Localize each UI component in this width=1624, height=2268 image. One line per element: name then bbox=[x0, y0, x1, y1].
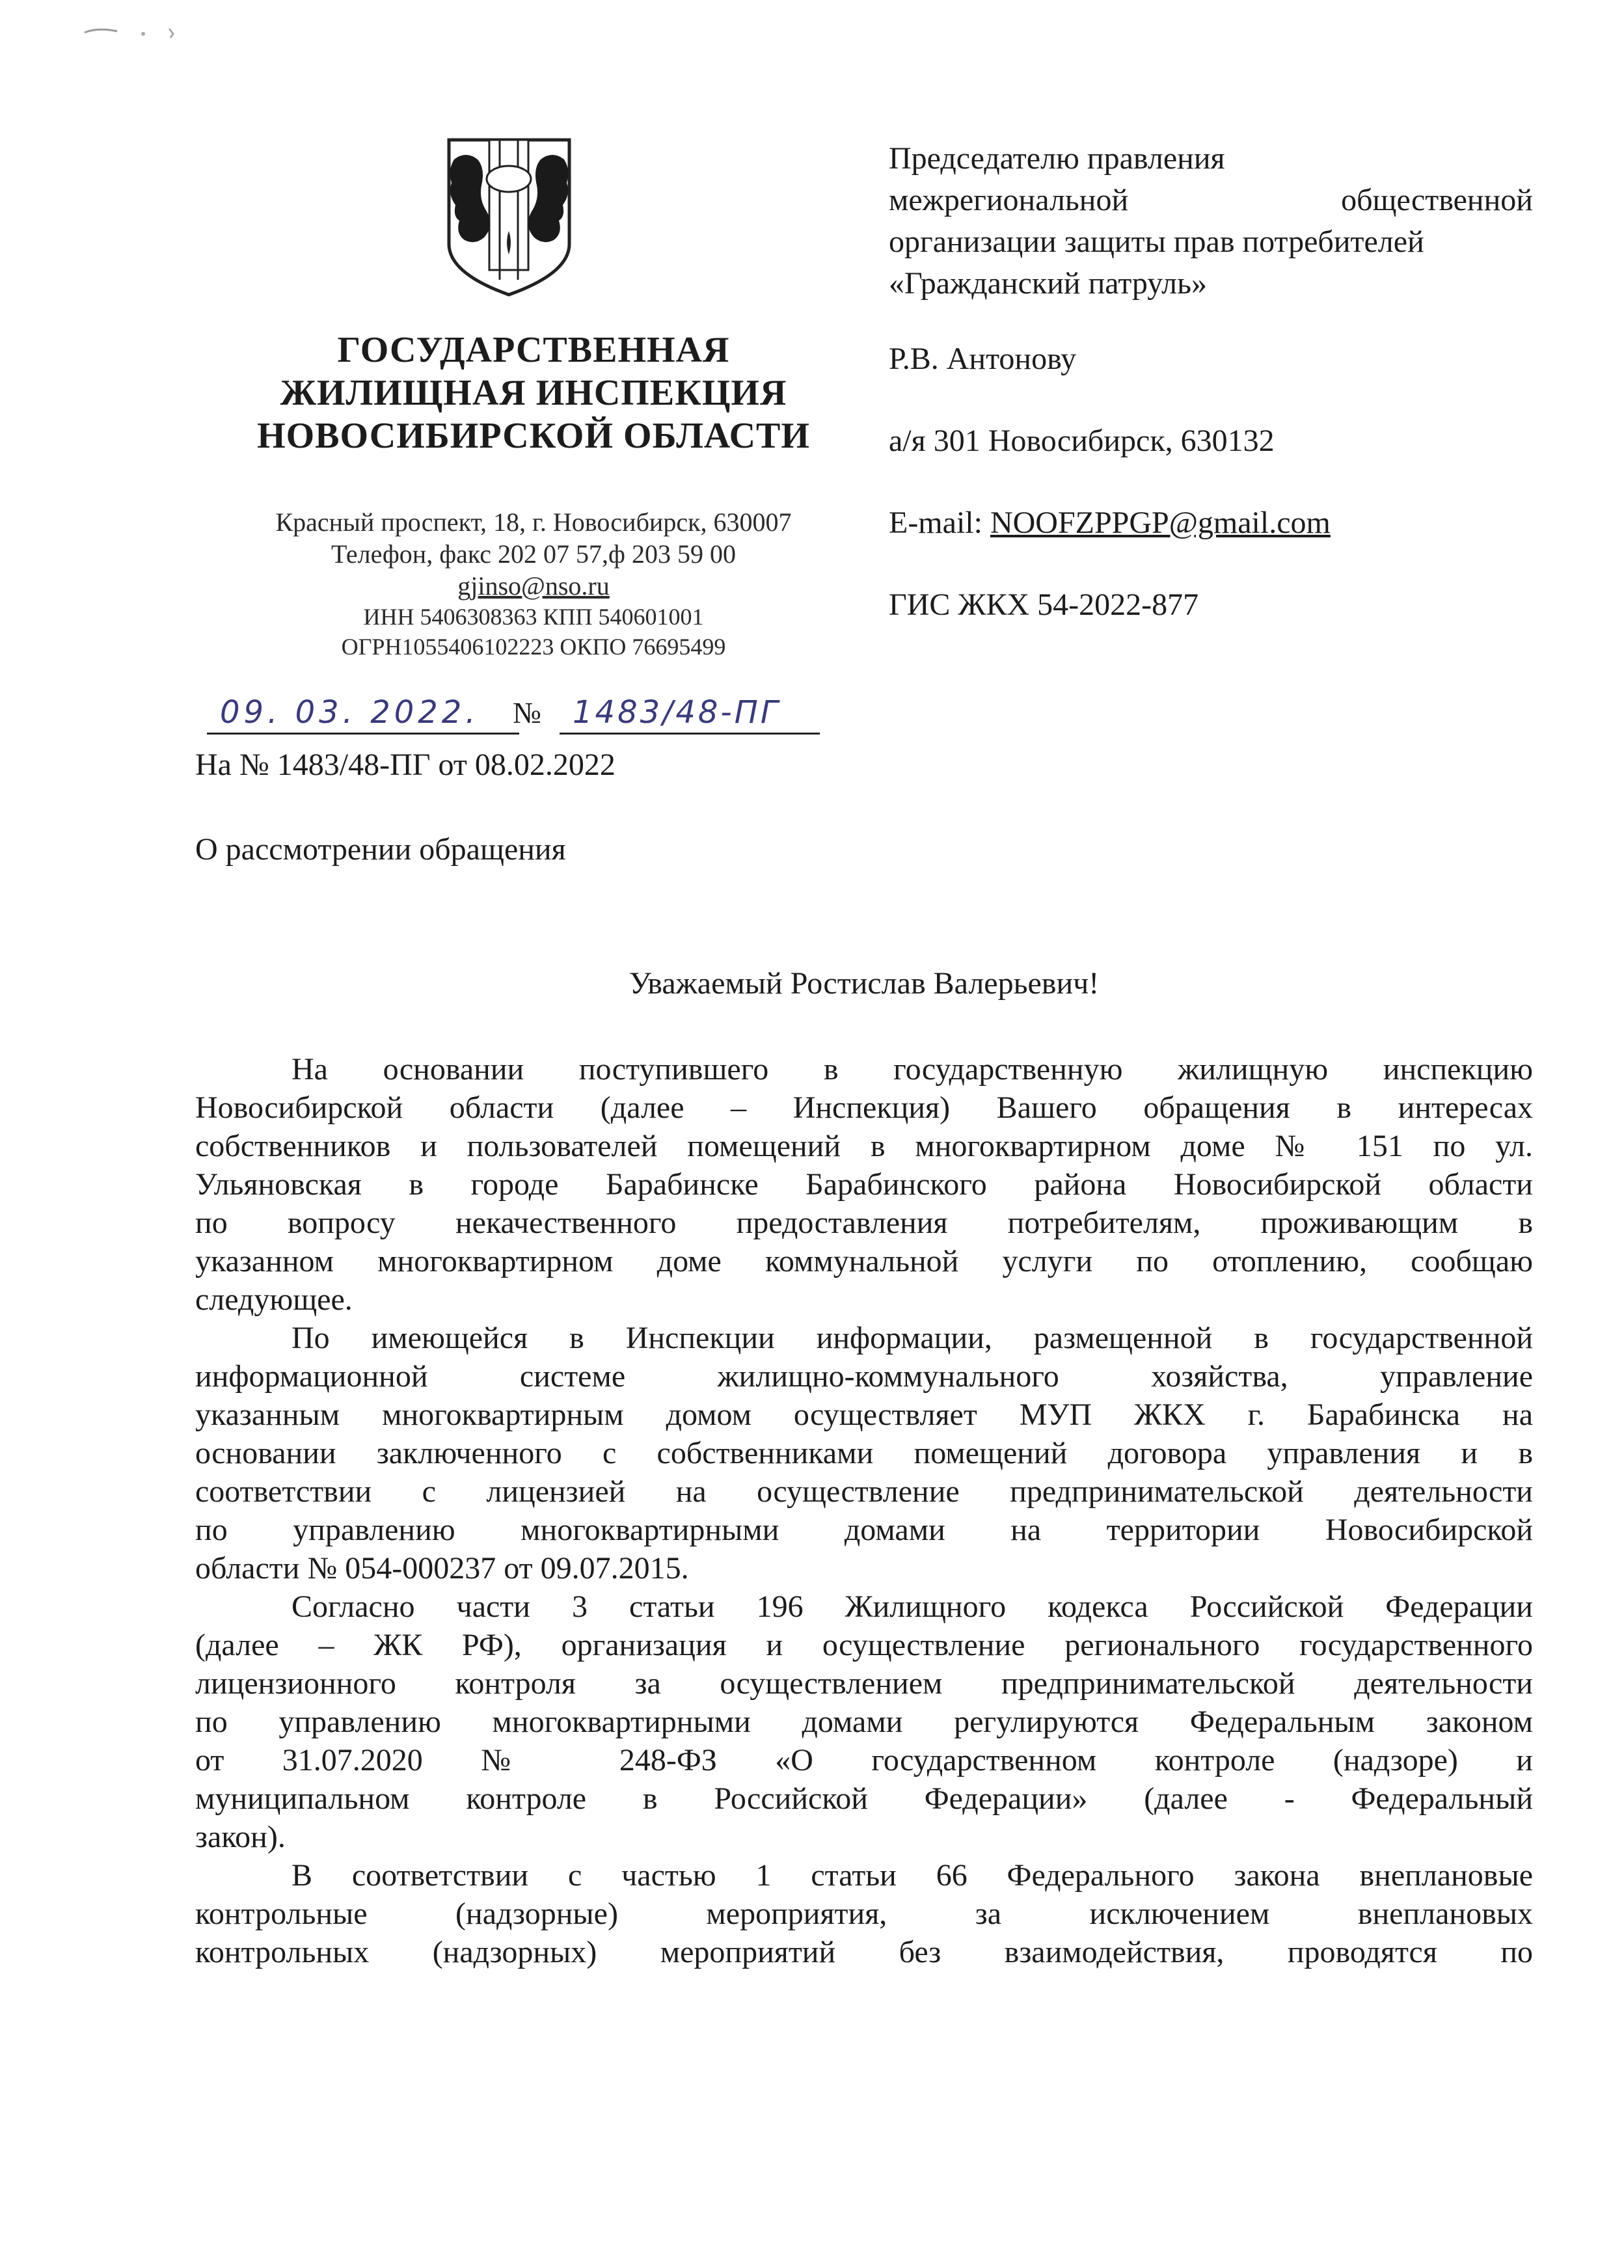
text-line: муниципальном контроле в Российской Федерации» (далее - Федеральный bbox=[195, 1781, 1533, 1816]
text-line: по вопросу некачественного предоставления потребителям, проживающим в bbox=[195, 1206, 1533, 1240]
text-line: На основании поступившего в государственную жилищную инспекцию bbox=[291, 1052, 1533, 1087]
text-line: от 31.07.2020 № 248-ФЗ «О государственном контроле (надзоре) и bbox=[195, 1743, 1533, 1777]
letter-body bbox=[195, 1050, 1533, 1971]
text-line: по управлению многоквартирными домами регулируются Федеральным законом bbox=[195, 1705, 1533, 1739]
text-line: указанным многоквартирным домом осуществляет МУП ЖКХ г. Барабинска на bbox=[195, 1397, 1533, 1432]
org-name bbox=[195, 329, 872, 457]
text-line: (далее – ЖК РФ), организация и осуществление регионального государственного bbox=[195, 1628, 1533, 1662]
addressee-word: общественной bbox=[1341, 183, 1533, 217]
email-label: E-mail: bbox=[889, 506, 982, 540]
org-name-line: ГОСУДАРСТВЕННАЯ bbox=[337, 330, 730, 370]
text-line: Согласно части 3 статьи 196 Жилищного кодекса Российской Федерации bbox=[291, 1589, 1533, 1624]
text-line: контрольных (надзорных) мероприятий без взаимодействия, проводятся по bbox=[195, 1935, 1533, 1969]
text-line: указанном многоквартирном доме коммунальной услуги по отоплению, сообщаю bbox=[195, 1244, 1533, 1278]
addressee-name: Р.В. Антонову bbox=[889, 342, 1077, 376]
org-ogrn-okpo: ОГРН1055406102223 ОКПО 76695499 bbox=[341, 634, 726, 660]
text-line: закон). bbox=[195, 1820, 286, 1854]
subject-line: О рассмотрении обращения bbox=[195, 832, 566, 867]
org-email-link[interactable]: gjinso@nso.ru bbox=[457, 571, 610, 601]
addressee-block bbox=[889, 138, 1533, 626]
org-name-line: ЖИЛИЩНАЯ ИНСПЕКЦИЯ bbox=[280, 373, 787, 413]
text-line: Ульяновская в городе Барабинске Барабинского района Новосибирской области bbox=[195, 1167, 1533, 1202]
text-line: собственников и пользователей помещений в многоквартирном доме № 151 по ул. bbox=[195, 1129, 1533, 1163]
salutation: Уважаемый Ростислав Валерьевич! bbox=[629, 966, 1100, 1001]
addressee-line: «Гражданский патруль» bbox=[889, 266, 1208, 301]
org-address: Красный проспект, 18, г. Новосибирск, 630007 bbox=[275, 507, 792, 537]
reference-line: На № 1483/48-ПГ от 08.02.2022 bbox=[195, 748, 616, 782]
text-line: информационной системе жилищно-коммунального хозяйства, управление bbox=[195, 1359, 1533, 1394]
paragraph bbox=[195, 1050, 1533, 1319]
addressee-word: межрегиональной bbox=[889, 183, 1129, 217]
addressee-postal: а/я 301 Новосибирск, 630132 bbox=[889, 424, 1275, 458]
text-line: лицензионного контроля за осуществлением предпринимательской деятельности bbox=[195, 1666, 1533, 1701]
registration-line bbox=[195, 690, 820, 742]
addressee-line bbox=[889, 180, 1533, 221]
addressee-gis: ГИС ЖКХ 54-2022-877 bbox=[889, 587, 1199, 622]
paragraph bbox=[195, 1587, 1533, 1856]
addressee-email-link[interactable]: NOOFZPPGP@gmail.com bbox=[990, 506, 1331, 540]
coat-of-arms-icon bbox=[436, 133, 582, 299]
number-sign: № bbox=[513, 696, 541, 729]
text-line: В соответствии с частью 1 статьи 66 Федерального закона внеплановые bbox=[291, 1858, 1533, 1893]
org-name-line: НОВОСИБИРСКОЙ ОБЛАСТИ bbox=[257, 416, 810, 456]
text-line: соответствии с лицензией на осуществление предпринимательской деятельности bbox=[195, 1474, 1533, 1509]
paragraph bbox=[195, 1856, 1533, 1971]
text-line: Новосибирской области (далее – Инспекция) Вашего обращения в интересах bbox=[195, 1090, 1533, 1125]
org-phone: Телефон, факс 202 07 57,ф 203 59 00 bbox=[331, 539, 736, 569]
text-line: По имеющейся в Инспекции информации, размещенной в государственной bbox=[291, 1321, 1533, 1355]
org-contacts bbox=[195, 506, 872, 662]
addressee-line: организации защиты прав потребителей bbox=[889, 224, 1424, 259]
org-inn-kpp: ИНН 5406308363 КПП 540601001 bbox=[363, 604, 704, 630]
registration-date: 09. 03. 2022. bbox=[207, 692, 519, 735]
text-line: основании заключенного с собственниками помещений договора управления и в bbox=[195, 1436, 1533, 1470]
text-line: следующее. bbox=[195, 1282, 353, 1317]
registration-number: 1483/48-ПГ bbox=[560, 692, 820, 735]
scan-mark-icon bbox=[78, 20, 208, 46]
text-line: по управлению многоквартирными домами на территории Новосибирской bbox=[195, 1513, 1533, 1547]
paragraph bbox=[195, 1319, 1533, 1587]
text-line: контрольные (надзорные) мероприятия, за исключением внеплановых bbox=[195, 1897, 1533, 1931]
addressee-email bbox=[889, 502, 1533, 544]
text-line: области № 054-000237 от 09.07.2015. bbox=[195, 1551, 689, 1586]
addressee-line: Председателю правления bbox=[889, 141, 1225, 176]
